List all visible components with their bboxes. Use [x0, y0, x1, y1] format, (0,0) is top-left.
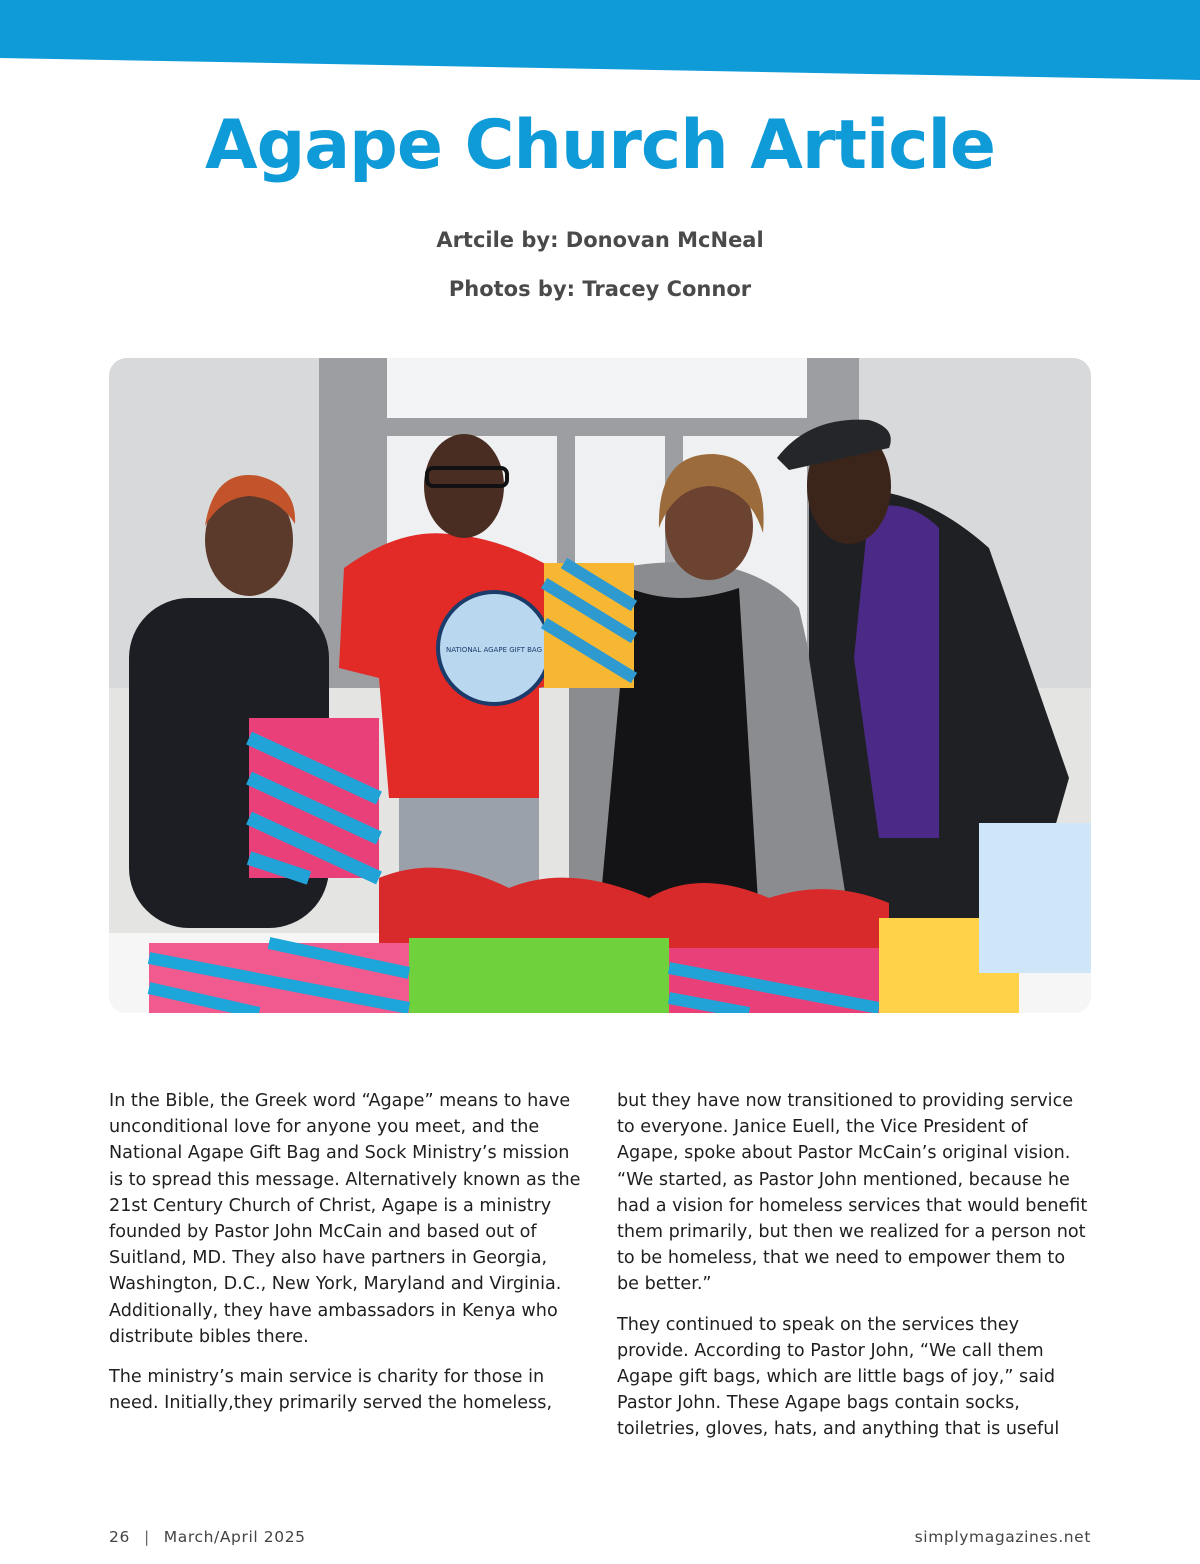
group-photo-illustration — [109, 358, 1091, 1013]
footer-website[interactable]: simplymagazines.net — [914, 1528, 1091, 1546]
paragraph: In the Bible, the Greek word “Agape” means to have unconditional love for anyone you meet, and the National Agape Gift Bag and Sock Ministry’s mission is to spread this message. Alternatively known as the 21st Century Church of Christ, Agape is a ministry founded by Pastor John McCain and based out of Suitland, MD. They also have partners in Georgia, Washington, D.C., New York, Maryland and Virginia. Additionally, they have ambassadors in Kenya who distribute bibles there. — [109, 1091, 581, 1347]
article-column-left — [109, 1088, 583, 1448]
top-color-band — [0, 0, 1200, 84]
group-photo — [109, 358, 1091, 1013]
author-credit: Artcile by: Donovan McNeal — [436, 228, 764, 252]
shirt-logo-text: NATIONAL AGAPE GIFT BAG — [445, 646, 543, 654]
photo-credit: Photos by: Tracey Connor — [448, 277, 752, 301]
article-column-right — [617, 1088, 1091, 1448]
top-band-shape — [0, 0, 1200, 80]
dove-card — [979, 823, 1091, 973]
window-pane — [387, 358, 807, 418]
article-title: Agape Church Article — [204, 106, 996, 185]
footer-issue — [109, 1528, 306, 1546]
paragraph: The ministry’s main service is charity for those in need. Initially,they primarily served the homeless, — [109, 1367, 553, 1414]
paragraph: They continued to speak on the services they provide. According to Pastor John, “We call them Agape gift bags, which are little bags of joy,” said Pastor John. These Agape bags contain socks, toiletries, gloves, hats, and anything that is useful — [617, 1314, 1060, 1440]
paragraph: but they have now transitioned to providing service to everyone. Janice Euell, the Vice President of Agape, spoke about Pastor McCain’s original vision. “We started, as Pastor John mentioned, because he had a vision for homeless services that would benefit them primarily, but then we realized for a person not to be homeless, that we need to empower them to be better.” — [617, 1091, 1088, 1295]
green-gift-bag — [409, 938, 669, 1013]
issue-date: March/April 2025 — [163, 1528, 306, 1546]
footer-separator: | — [143, 1528, 150, 1546]
article-body — [109, 1088, 1091, 1448]
page-number: 26 — [109, 1528, 130, 1546]
